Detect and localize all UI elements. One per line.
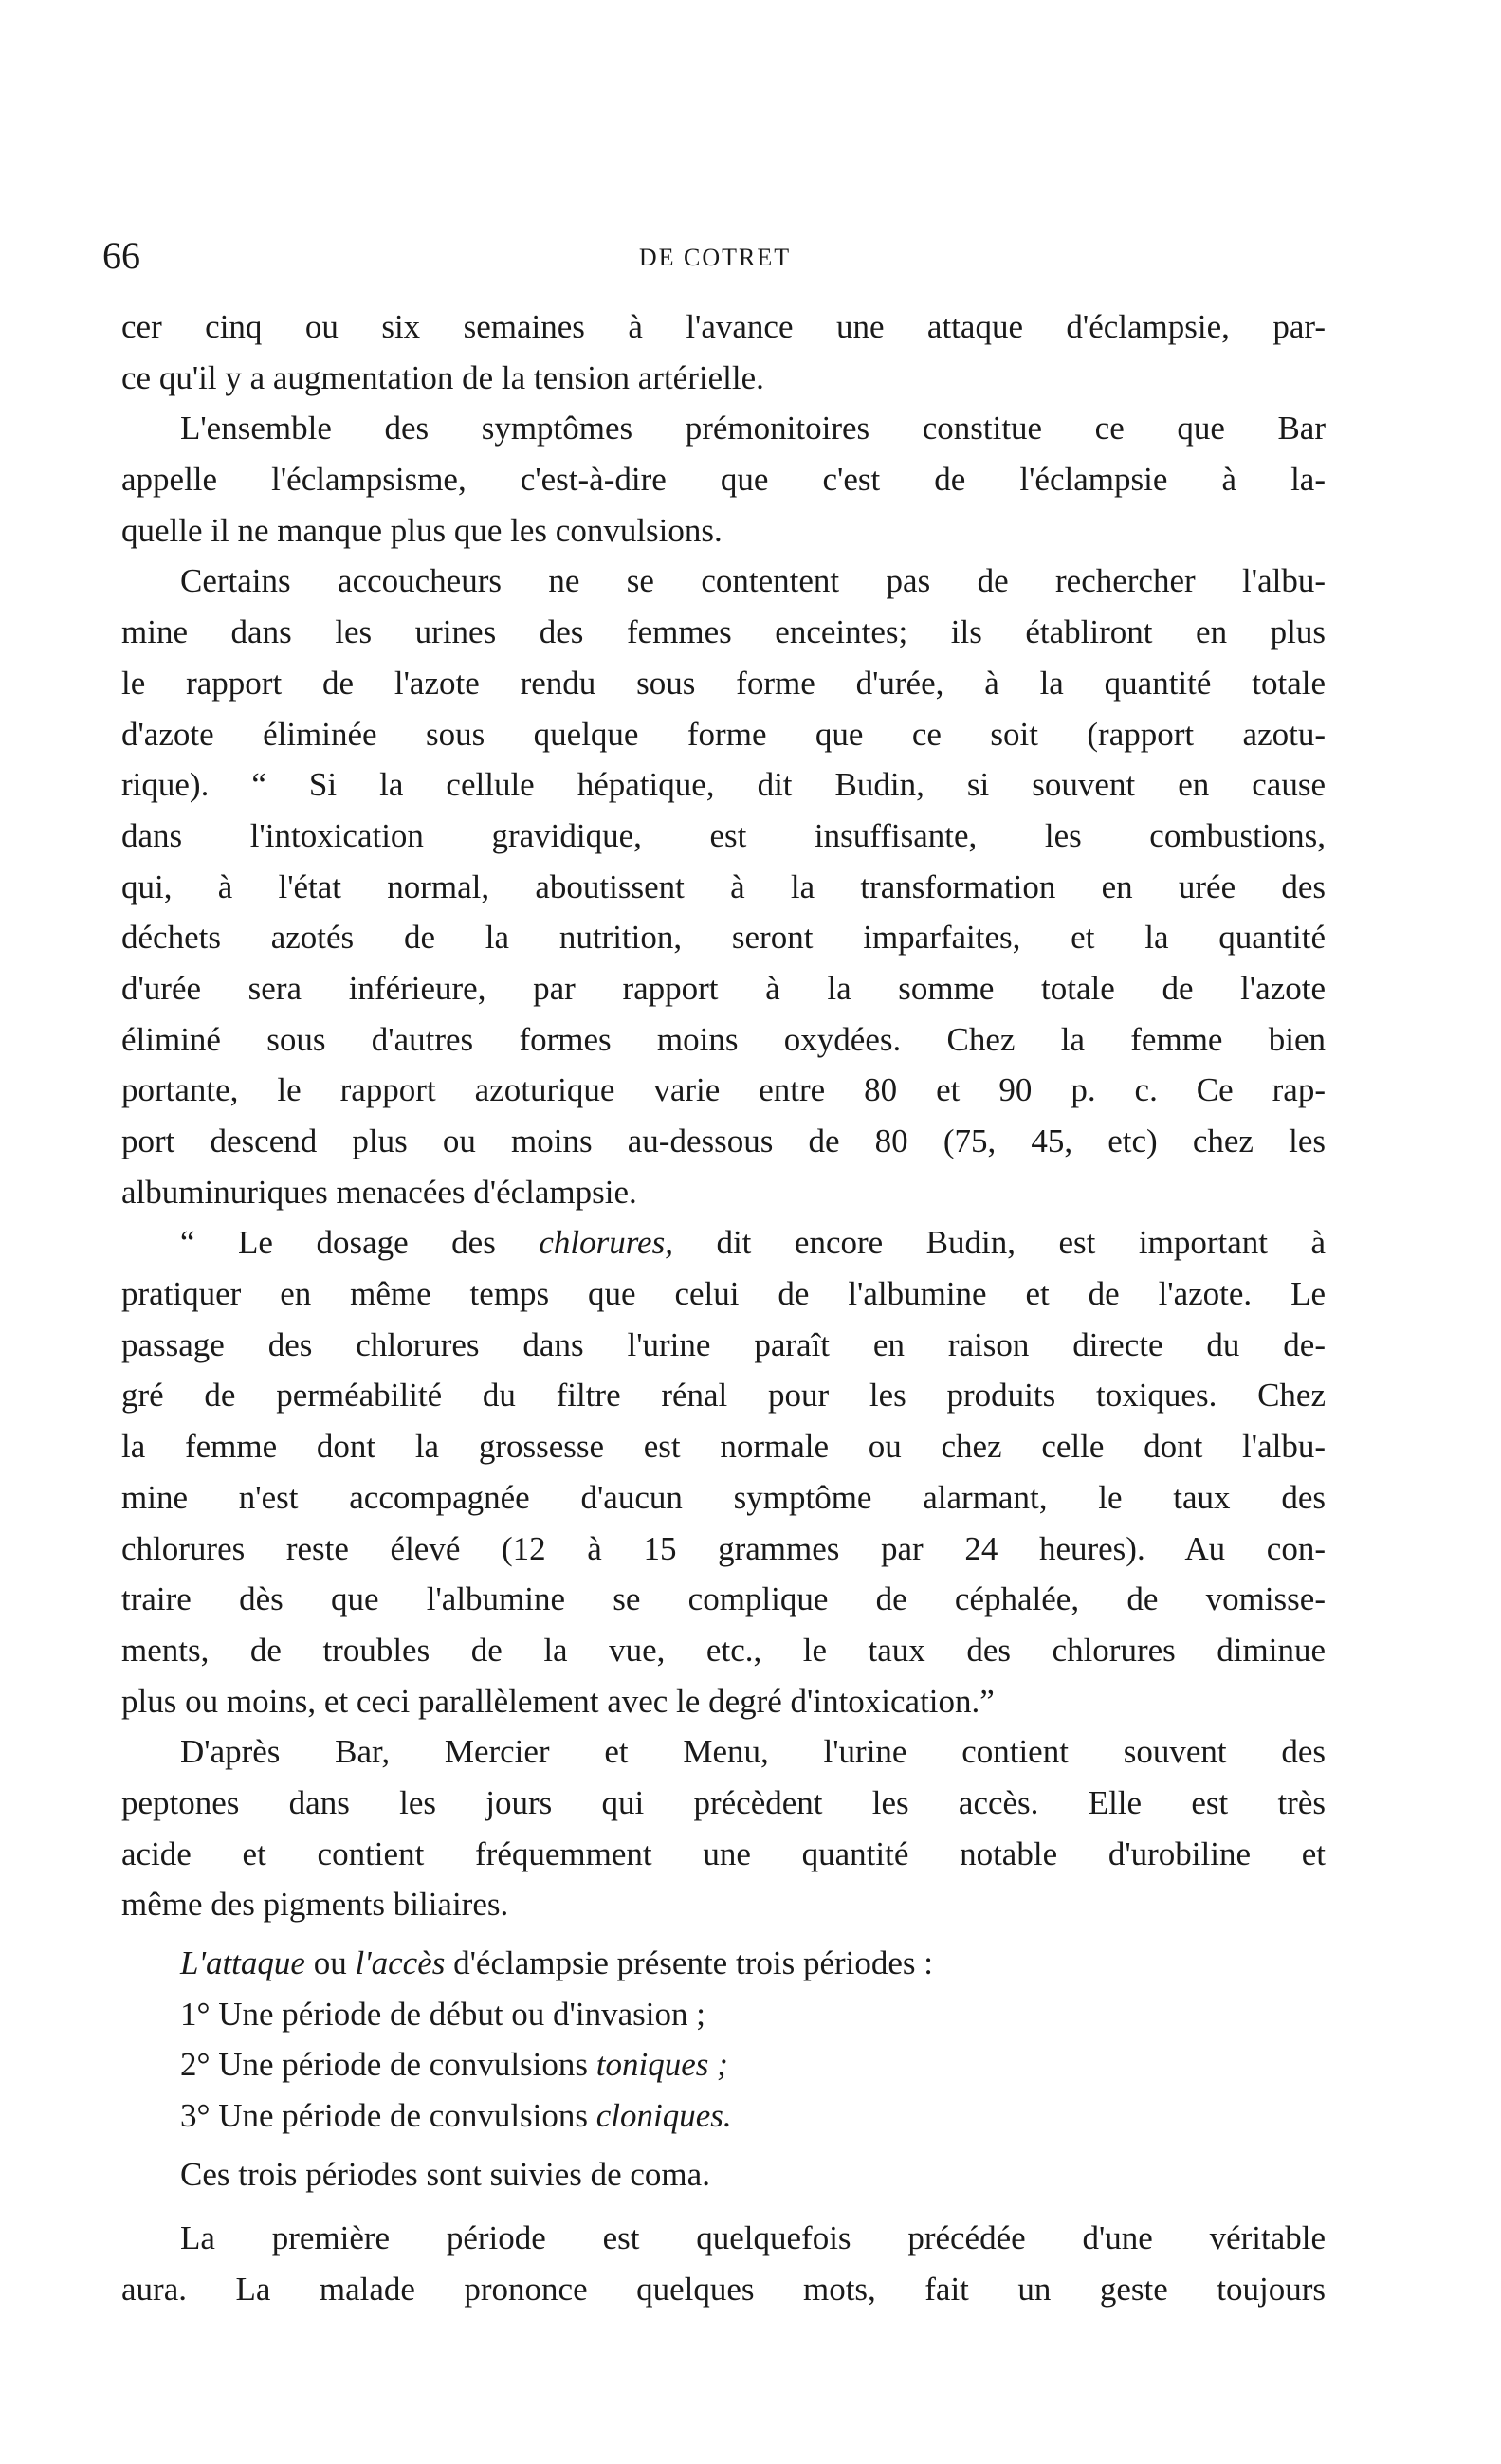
- text-line: mine dans les urines des femmes enceintes; ils établiront en plus: [121, 613, 1326, 651]
- text-line: [121, 1217, 1326, 1269]
- text-line: Ces trois périodes sont suivies de coma.: [180, 2155, 710, 2193]
- text-line: le rapport de l'azote rendu sous forme d'urée, à la quantité totale: [121, 664, 1326, 702]
- text-run: 2° Une période de convulsions: [180, 2046, 596, 2084]
- text-line: chlorures reste élevé (12 à 15 grammes par 24 heures). Au con-: [121, 1529, 1326, 1567]
- text-line: L'ensemble des symptômes prémonitoires constitue ce que Bar: [180, 410, 1326, 447]
- italic-run: toniques ;: [595, 2046, 728, 2084]
- text-line: d'azote éliminée sous quelque forme que ce soit (rapport azotu-: [121, 715, 1326, 753]
- text-line: déchets azotés de la nutrition, seront imparfaites, et la quantité: [121, 919, 1326, 957]
- text-line: la femme dont la grossesse est normale ou chez celle dont l'albu-: [121, 1428, 1326, 1466]
- text-line: [121, 1938, 1326, 1989]
- text-line: ments, de troubles de la vue, etc., le taux des chlorures diminue: [121, 1631, 1326, 1669]
- text-line: ce qu'il y a augmentation de la tension artérielle.: [121, 358, 764, 396]
- text-run: ou: [304, 1944, 356, 1981]
- text-line: appelle l'éclampsisme, c'est-à-dire que c'est de l'éclampsie à la-: [121, 461, 1326, 499]
- text-line: rique). “ Si la cellule hépatique, dit Budin, si souvent en cause: [121, 766, 1326, 804]
- text-line: traire dès que l'albumine se complique de céphalée, de vomisse-: [121, 1580, 1326, 1618]
- list-item: [121, 2090, 1326, 2142]
- text-line: quelle il ne manque plus que les convulsions.: [121, 511, 723, 549]
- text-line: mine n'est accompagnée d'aucun symptôme alarmant, le taux des: [121, 1478, 1326, 1516]
- body-text: [121, 301, 1326, 2315]
- text-line: d'urée sera inférieure, par rapport à la somme totale de l'azote: [121, 969, 1326, 1007]
- text-line: même des pigments biliaires.: [121, 1886, 509, 1924]
- text-line: albuminuriques menacées d'éclampsie.: [121, 1173, 637, 1211]
- italic-run: cloniques.: [595, 2097, 732, 2135]
- text-line: port descend plus ou moins au-dessous de 80 (75, 45, etc) chez les: [121, 1122, 1326, 1159]
- italic-run: l'accès: [355, 1944, 446, 1981]
- text-line: La première période est quelquefois précédée d'une véritable: [180, 2219, 1326, 2257]
- text-line: dans l'intoxication gravidique, est insuffisante, les combustions,: [121, 816, 1326, 854]
- text-line: portante, le rapport azoturique varie entre 80 et 90 p. c. Ce rap-: [121, 1071, 1326, 1109]
- text-run: “ Le dosage des: [180, 1224, 496, 1262]
- text-line: pratiquer en même temps que celui de l'albumine et de l'azote. Le: [121, 1275, 1326, 1313]
- text-line: éliminé sous d'autres formes moins oxydées. Chez la femme bien: [121, 1020, 1326, 1058]
- page-header: [102, 228, 1327, 284]
- text-line: cer cinq ou six semaines à l'avance une attaque d'éclampsie, par-: [121, 308, 1326, 345]
- text-run: d'éclampsie présente trois périodes :: [445, 1944, 933, 1981]
- text-line: peptones dans les jours qui précèdent les accès. Elle est très: [121, 1783, 1326, 1821]
- text-line: qui, à l'état normal, aboutissent à la transformation en urée des: [121, 867, 1326, 905]
- text-run: 3° Une période de convulsions: [180, 2097, 596, 2135]
- text-line: acide et contient fréquemment une quantité notable d'urobiline et: [121, 1834, 1326, 1872]
- text-line: plus ou moins, et ceci parallèlement avec le degré d'intoxication.”: [121, 1682, 995, 1720]
- text-line: gré de perméabilité du filtre rénal pour les produits toxiques. Chez: [121, 1377, 1326, 1415]
- text-line: aura. La malade prononce quelques mots, fait un geste toujours: [121, 2271, 1326, 2309]
- page-number: 66: [102, 234, 140, 277]
- text-line: D'après Bar, Mercier et Menu, l'urine contient souvent des: [180, 1733, 1326, 1771]
- italic-run: chlorures,: [495, 1224, 673, 1262]
- italic-run: L'attaque: [180, 1944, 305, 1981]
- text-line: Certains accoucheurs ne se contentent pas de rechercher l'albu-: [180, 562, 1326, 600]
- running-head: DE COTRET: [638, 244, 792, 271]
- list-item: 1° Une période de début ou d'invasion ;: [180, 1995, 705, 2033]
- text-line: passage des chlorures dans l'urine paraît en raison directe du de-: [121, 1325, 1326, 1363]
- text-run: dit encore Budin, est important à: [672, 1224, 1327, 1262]
- list-item: [121, 2039, 1326, 2090]
